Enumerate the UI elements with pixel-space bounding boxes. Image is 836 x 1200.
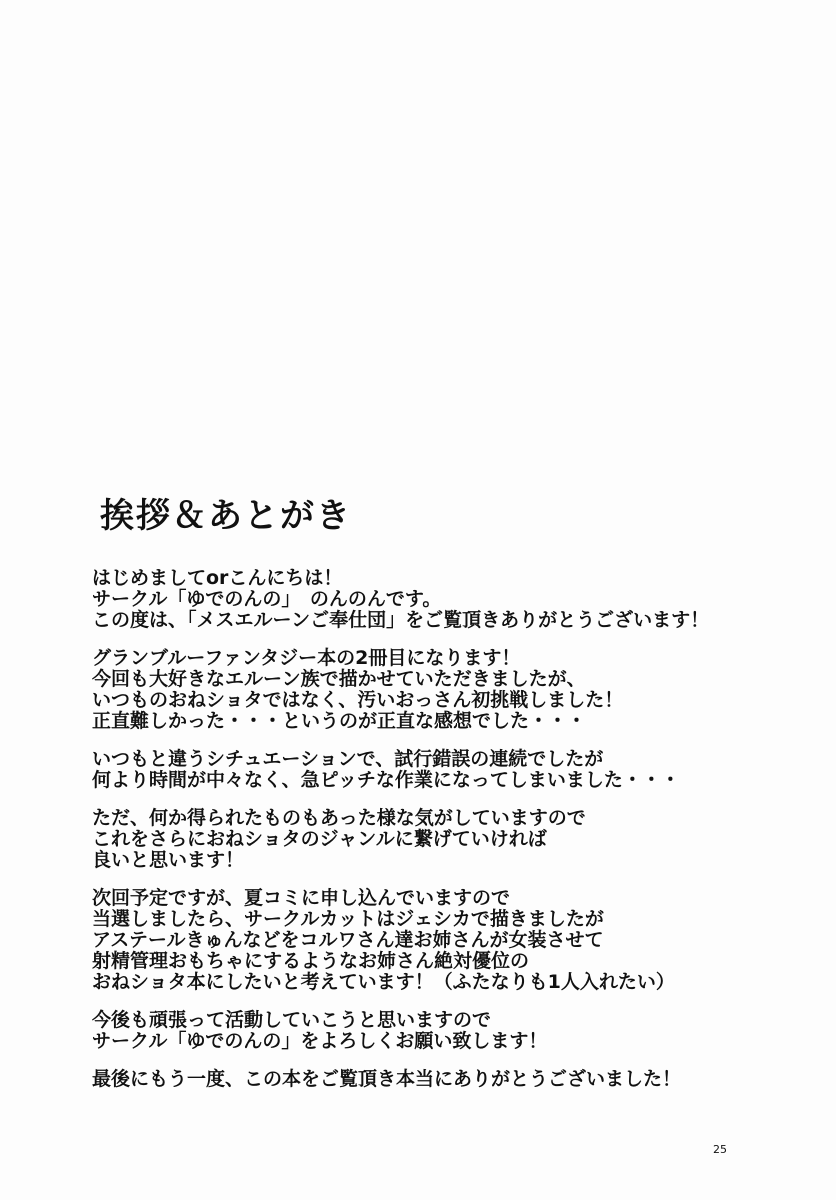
text-line: 当選しましたら、サークルカットはジェシカで描きましたが — [92, 908, 604, 930]
paragraph — [92, 749, 752, 791]
page-title: 挨拶＆あとがき — [100, 496, 352, 536]
text-line: おねショタ本にしたいと考えています！（ふたなりも1人入れたい） — [92, 971, 675, 993]
text-line: 最後にもう一度、この本をご覧頂き本当にありがとうございました！ — [92, 1068, 682, 1090]
text-line: この度は、「メスエルーンご奉仕団」をご覧頂きありがとうございます！ — [92, 609, 710, 631]
text-line: サークル「ゆでのんの」 のんのんです。 — [92, 588, 442, 610]
afterword-body — [92, 568, 752, 1107]
text-line: 今後も頑張って活動していこうと思いますので — [92, 1009, 492, 1031]
text-line: アステールきゅんなどをコルワさん達お姉さんが女装させて — [92, 929, 604, 951]
paragraph — [92, 1069, 752, 1090]
text-line: 何より時間が中々なく、急ピッチな作業になってしまいました・・・ — [92, 769, 680, 791]
paragraph — [92, 1010, 752, 1052]
text-line: これをさらにおねショタのジャンルに繋げていければ — [92, 828, 547, 850]
text-line: 良いと思います！ — [92, 849, 245, 871]
paragraph — [92, 568, 752, 631]
text-line: いつものおねショタではなく、汚いおっさん初挑戦しました！ — [92, 689, 624, 711]
text-line: サークル「ゆでのんの」をよろしくお願い致します！ — [92, 1030, 548, 1052]
text-line: はじめましてorこんにちは！ — [92, 567, 343, 589]
paragraph — [92, 648, 752, 732]
page-number: 25 — [713, 1143, 727, 1156]
paragraph — [92, 808, 752, 871]
text-line: いつもと違うシチュエーションで、試行錯誤の連続でしたが — [92, 748, 604, 770]
text-line: グランブルーファンタジー本の2冊目になります！ — [92, 647, 521, 669]
text-line: 次回予定ですが、夏コミに申し込んでいますので — [92, 887, 511, 909]
text-line: 射精管理おもちゃにするようなお姉さん絶対優位の — [92, 950, 530, 972]
text-line: ただ、何か得られたものもあった様な気がしていますので — [92, 807, 586, 829]
text-line: 正直難しかった・・・というのが正直な感想でした・・・ — [92, 710, 587, 732]
paragraph — [92, 888, 752, 993]
text-line: 今回も大好きなエルーン族で描かせていただきましたが、 — [92, 668, 586, 690]
